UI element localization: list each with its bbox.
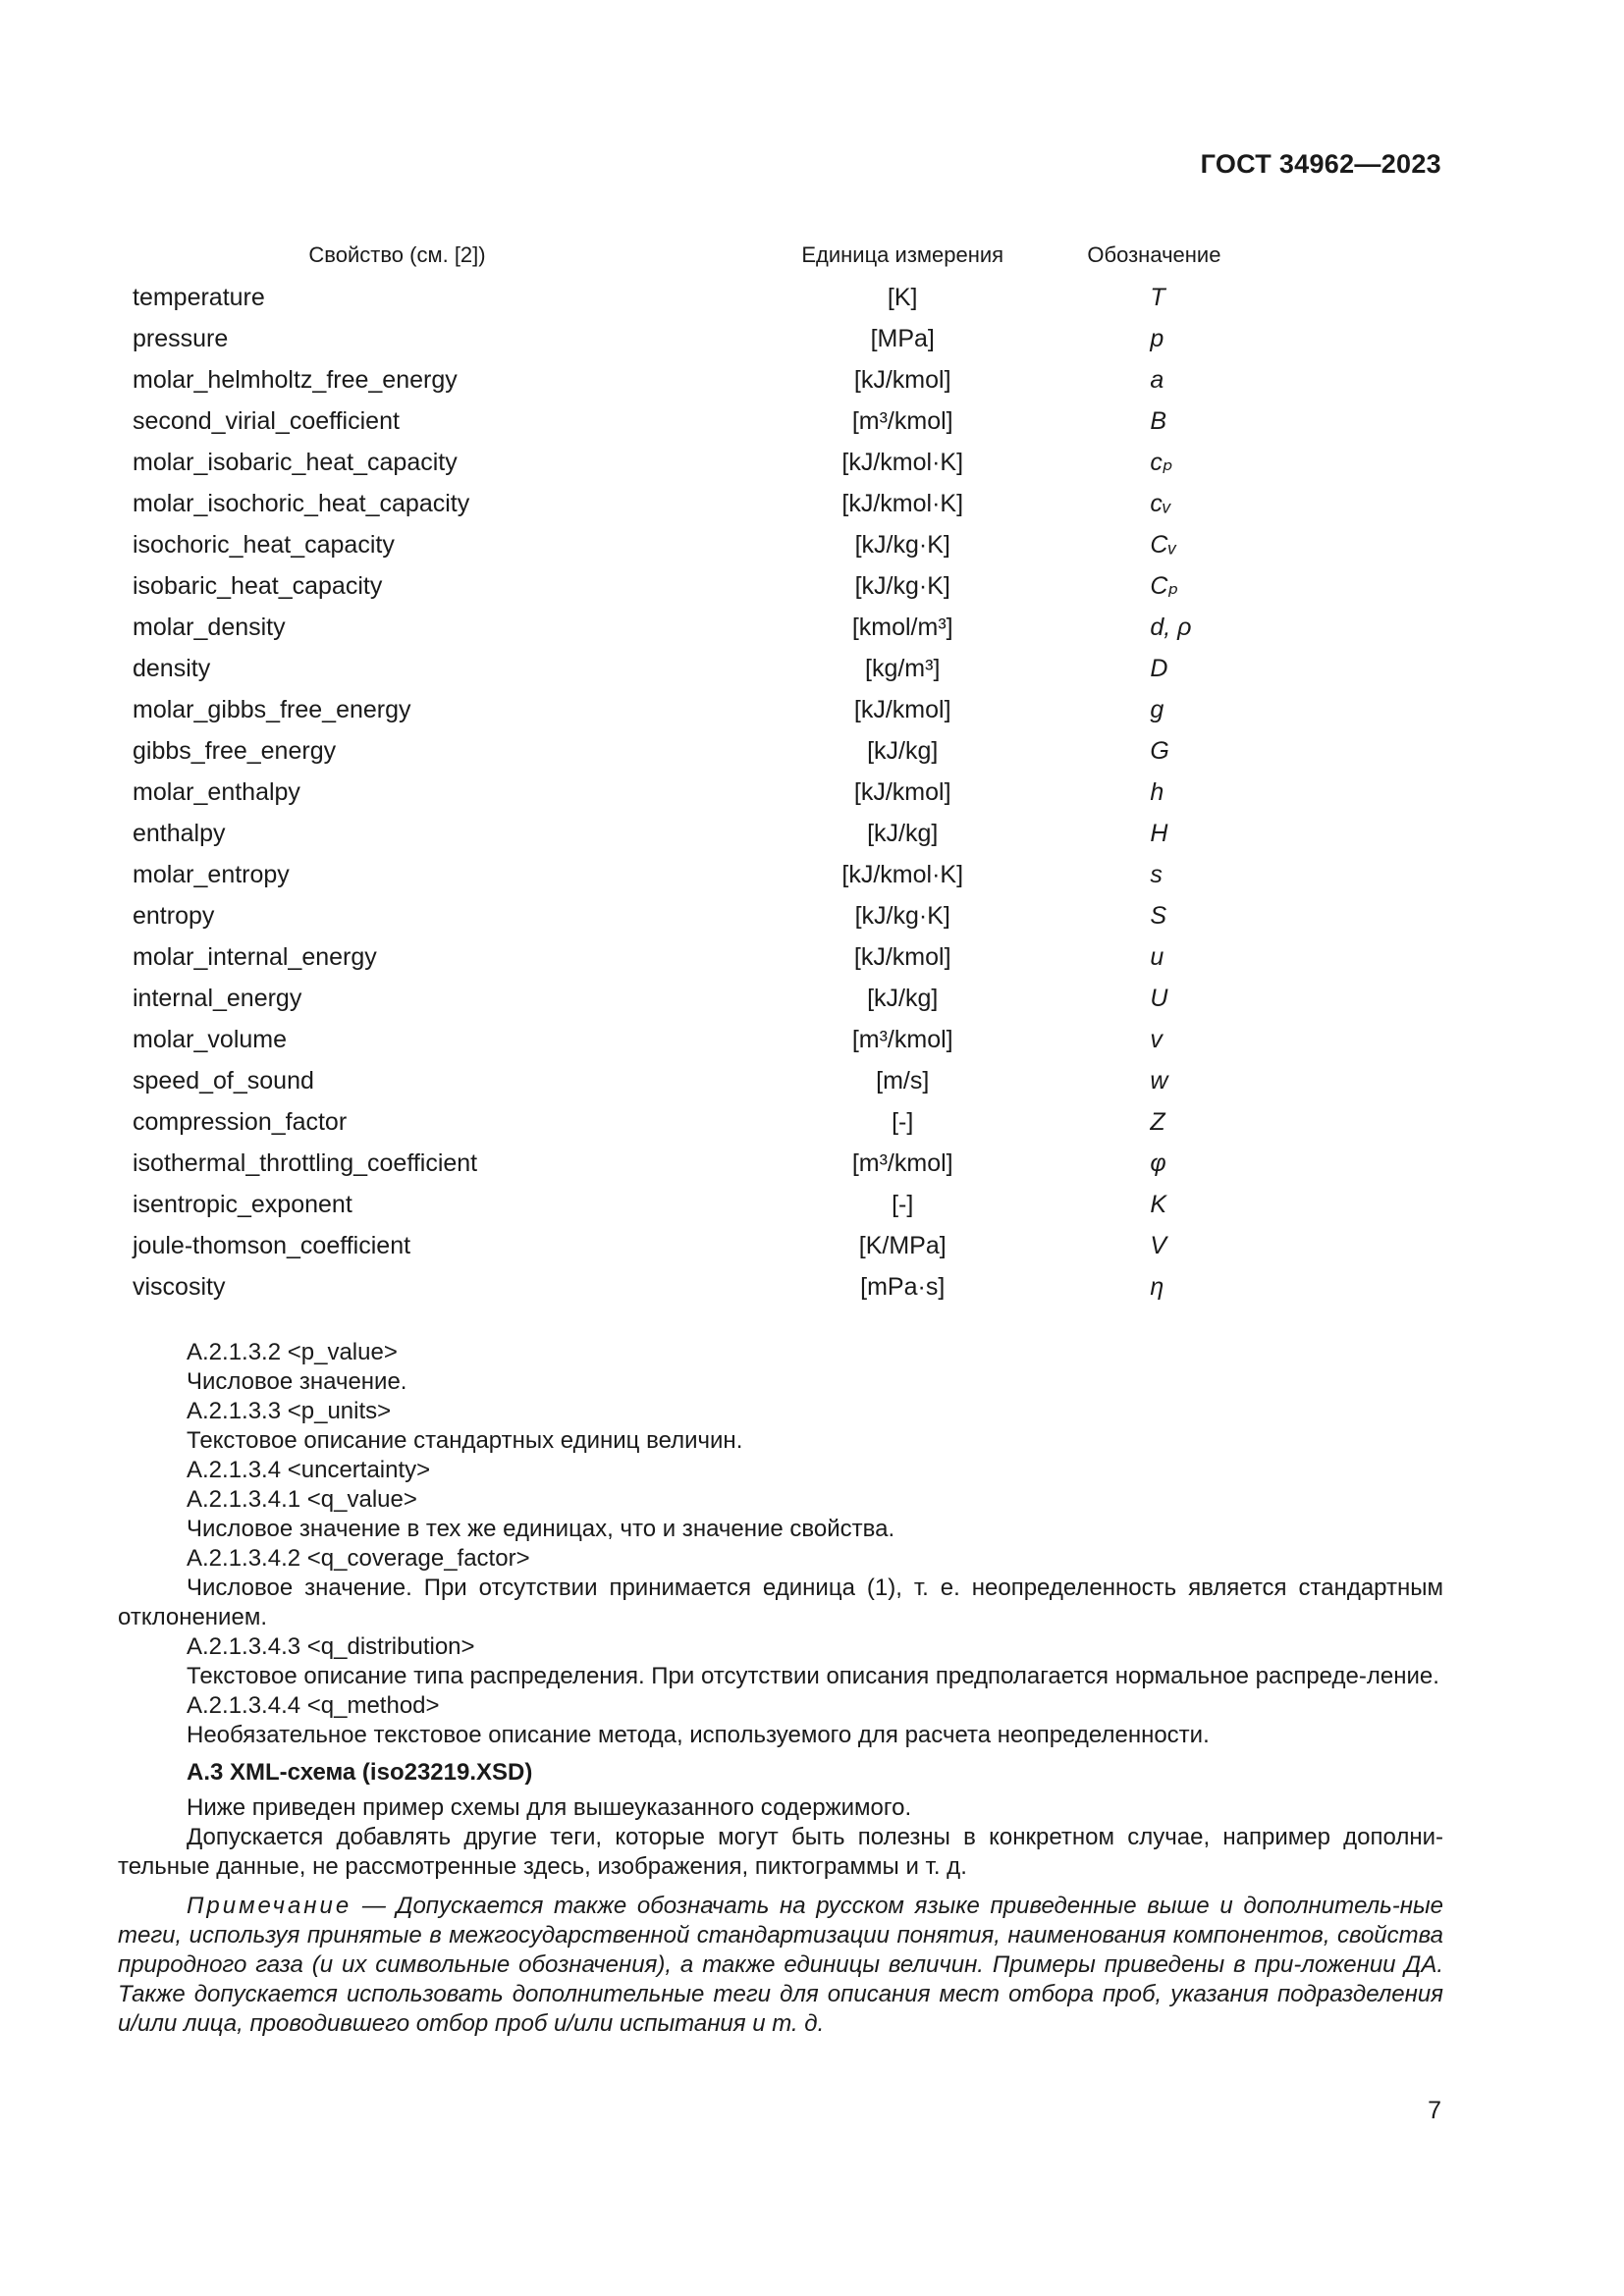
unit-cell: [-] — [892, 1107, 914, 1136]
property-cell: molar_entropy — [133, 860, 290, 888]
table-row — [118, 1060, 1443, 1101]
clause-heading: A.2.1.3.4.2 <q_coverage_factor> — [187, 1545, 530, 1572]
table-row — [118, 1184, 1443, 1225]
property-cell: second_virial_coefficient — [133, 406, 400, 435]
unit-cell: [mPa·s] — [860, 1272, 946, 1301]
unit-cell: [kmol/m³] — [851, 613, 953, 641]
symbol-cell: Cₚ — [1150, 572, 1179, 600]
symbol-cell: H — [1150, 819, 1168, 847]
note-label: Примечание — [187, 1893, 352, 1919]
unit-cell: [MPa] — [870, 324, 935, 352]
property-cell: enthalpy — [133, 819, 226, 847]
property-cell: compression_factor — [133, 1107, 348, 1136]
unit-cell: [kJ/kg·K] — [854, 530, 950, 559]
paragraph: Текстовое описание типа распределения. При отсутствии описания предполагается нормальное распреде-ление. — [187, 1663, 1439, 1689]
paragraph: Необязательное текстовое описание метода, используемого для расчета неопределенности. — [187, 1722, 1210, 1748]
unit-cell: [kJ/kg·K] — [854, 571, 950, 600]
symbol-cell: K — [1150, 1190, 1167, 1218]
table-row — [118, 813, 1443, 854]
table-row — [118, 359, 1443, 400]
unit-cell: [m/s] — [876, 1066, 930, 1095]
property-cell: isentropic_exponent — [133, 1190, 352, 1218]
unit-cell: [m³/kmol] — [851, 406, 953, 435]
symbol-cell: cₚ — [1150, 449, 1173, 476]
property-cell: gibbs_free_energy — [133, 736, 337, 765]
symbol-cell: φ — [1150, 1148, 1166, 1177]
symbol-cell: w — [1150, 1066, 1168, 1095]
symbol-cell: B — [1150, 406, 1167, 435]
property-cell: temperature — [133, 283, 265, 311]
page-number: 7 — [1428, 2097, 1441, 2124]
symbol-cell: U — [1150, 984, 1168, 1012]
symbol-cell: p — [1150, 324, 1164, 352]
table-row — [118, 936, 1443, 978]
symbol-cell: S — [1150, 901, 1167, 930]
property-cell: density — [133, 654, 211, 682]
section-title: A.3 XML-схема (iso23219.XSD) — [187, 1759, 533, 1786]
note-text: — Допускается также обозначать на русском языке приведенные выше и дополнитель-ные теги, используя принятые в межгосударственной стандартизации понятия, наименования компонентов, свойства природного газа (и их символьные обозначения), а также единицы величин. Примеры приведены в при-ложении ДА. Также допускается использовать дополнительные теги для описания мест отбора проб, указания подразделения и/или лица, проводившего отбор проб и/или испытания и т. д. — [118, 1893, 1443, 2037]
property-cell: molar_isobaric_heat_capacity — [133, 448, 458, 476]
unit-cell: [kJ/kmol·K] — [841, 448, 964, 476]
paragraph: Ниже приведен пример схемы для вышеуказанного содержимого. — [187, 1794, 912, 1821]
clause-heading: A.2.1.3.4.4 <q_method> — [187, 1692, 440, 1719]
table-row — [118, 607, 1443, 648]
property-cell: molar_density — [133, 613, 286, 641]
unit-cell: [kJ/kmol] — [853, 695, 951, 723]
header-symbol: Обозначение — [1087, 242, 1221, 267]
table-row — [118, 1101, 1443, 1143]
unit-cell: [kJ/kmol] — [853, 942, 951, 971]
table-row — [118, 978, 1443, 1019]
table-row — [118, 318, 1443, 359]
unit-cell: [kJ/kmol·K] — [841, 489, 964, 517]
unit-cell: [-] — [892, 1190, 914, 1218]
table-row — [118, 895, 1443, 936]
symbol-cell: a — [1150, 365, 1164, 394]
symbol-cell: h — [1150, 777, 1164, 806]
table-row — [118, 854, 1443, 895]
unit-cell: [kJ/kg] — [867, 819, 939, 847]
symbol-cell: T — [1150, 283, 1165, 311]
property-cell: molar_enthalpy — [133, 777, 300, 806]
symbol-cell: η — [1150, 1272, 1164, 1301]
property-cell: viscosity — [133, 1272, 226, 1301]
paragraph: Числовое значение в тех же единицах, что и значение свойства. — [187, 1516, 895, 1542]
paragraph: Числовое значение. При отсутствии принимается единица (1), т. е. неопределенность является стандартным отклонением. — [118, 1575, 1443, 1630]
properties-table — [118, 234, 1443, 1308]
clause-heading: A.2.1.3.4.3 <q_distribution> — [187, 1633, 475, 1660]
unit-cell: [kJ/kg] — [867, 736, 939, 765]
property-cell: entropy — [133, 901, 215, 930]
symbol-cell: s — [1150, 860, 1163, 888]
table-row — [118, 1143, 1443, 1184]
table-row — [118, 648, 1443, 689]
property-cell: speed_of_sound — [133, 1066, 314, 1095]
property-cell: molar_helmholtz_free_energy — [133, 365, 458, 394]
unit-cell: [kJ/kg] — [867, 984, 939, 1012]
table-row — [118, 483, 1443, 524]
property-cell: pressure — [133, 324, 229, 352]
unit-cell: [kg/m³] — [865, 654, 941, 682]
table-row — [118, 730, 1443, 772]
table-row — [118, 442, 1443, 483]
unit-cell: [kJ/kmol·K] — [841, 860, 964, 888]
clause-heading: A.2.1.3.4.1 <q_value> — [187, 1486, 417, 1513]
property-cell: molar_gibbs_free_energy — [133, 695, 411, 723]
property-cell: joule-thomson_coefficient — [133, 1231, 411, 1259]
table-body — [118, 277, 1443, 1308]
note — [118, 1892, 1443, 2039]
clause-heading: A.2.1.3.2 <p_value> — [187, 1339, 398, 1365]
paragraph: Числовое значение. — [187, 1368, 407, 1395]
unit-cell: [K] — [887, 283, 918, 311]
property-cell: isothermal_throttling_coefficient — [133, 1148, 478, 1177]
symbol-cell: v — [1150, 1025, 1163, 1053]
symbol-cell: d, ρ — [1150, 613, 1192, 641]
property-cell: molar_internal_energy — [133, 942, 377, 971]
symbol-cell: V — [1150, 1231, 1167, 1259]
clause-heading: A.2.1.3.3 <p_units> — [187, 1398, 392, 1424]
symbol-cell: D — [1150, 654, 1168, 682]
table-header-row — [118, 234, 1443, 277]
property-cell: isochoric_heat_capacity — [133, 530, 395, 559]
table-row — [118, 689, 1443, 730]
header-property: Свойство (см. [2]) — [308, 242, 486, 267]
table-row — [118, 1019, 1443, 1060]
table-row — [118, 400, 1443, 442]
table-row — [118, 1266, 1443, 1308]
unit-cell: [m³/kmol] — [851, 1148, 953, 1177]
unit-cell: [kJ/kmol] — [853, 777, 951, 806]
property-cell: molar_volume — [133, 1025, 288, 1053]
table-row — [118, 524, 1443, 565]
table-row — [118, 565, 1443, 607]
property-cell: molar_isochoric_heat_capacity — [133, 489, 470, 517]
symbol-cell: u — [1150, 942, 1164, 971]
symbol-cell: Cᵥ — [1150, 530, 1177, 559]
clause-heading: A.2.1.3.4 <uncertainty> — [187, 1457, 431, 1483]
property-cell: isobaric_heat_capacity — [133, 571, 383, 600]
property-cell: internal_energy — [133, 984, 302, 1012]
symbol-cell: Z — [1150, 1107, 1165, 1136]
symbol-cell: g — [1150, 695, 1164, 723]
symbol-cell: cᵥ — [1150, 489, 1171, 517]
paragraph: Допускается добавлять другие теги, которые могут быть полезны в конкретном случае, например дополни-тельные данные, не рассмотренные здесь, изображения, пиктограммы и т. д. — [118, 1824, 1443, 1880]
table-row — [118, 1225, 1443, 1266]
unit-cell: [K/MPa] — [858, 1231, 947, 1259]
paragraph: Текстовое описание стандартных единиц величин. — [187, 1427, 743, 1454]
unit-cell: [kJ/kg·K] — [854, 901, 950, 930]
table-row — [118, 772, 1443, 813]
unit-cell: [m³/kmol] — [851, 1025, 953, 1053]
table-row — [118, 277, 1443, 318]
body-text — [118, 1338, 1443, 2039]
header-unit: Единица измерения — [801, 242, 1004, 267]
document-id: ГОСТ 34962—2023 — [1200, 149, 1441, 179]
symbol-cell: G — [1150, 736, 1169, 765]
unit-cell: [kJ/kmol] — [853, 365, 951, 394]
